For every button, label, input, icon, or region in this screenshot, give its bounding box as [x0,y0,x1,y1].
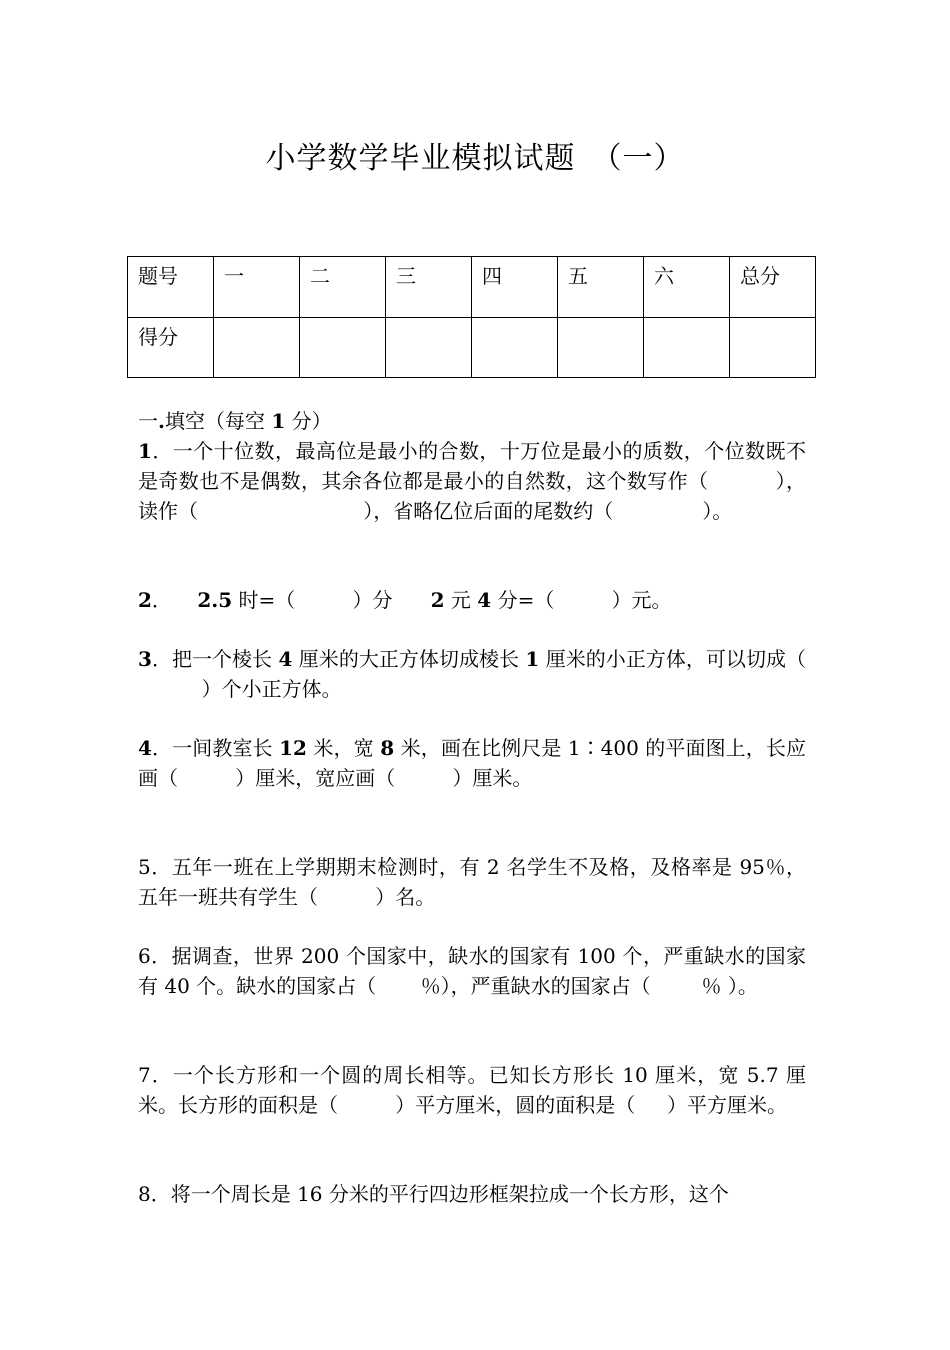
score-table-cell: 四 [472,257,558,318]
score-table-cell: 五 [558,257,644,318]
answer-blank[interactable] [554,588,611,612]
answer-blank[interactable] [138,677,202,701]
question-1: 1．一个十位数，最高位是最小的合数，十万位是最小的质数，个位数既不是奇数也不是偶数，其余各位都是最小的自然数，这个数写作（ ），读作（ ），省略亿位后面的尾数约（ ）。 [138,439,807,523]
answer-blank[interactable] [318,885,375,909]
score-table-cell: 六 [644,257,730,318]
score-input-cell[interactable] [300,317,386,378]
score-table-cell: 题号 [128,257,214,318]
question-4: 4．一间教室长 12 米，宽 8 米，画在比例尺是 1∶400 的平面图上，长应画（ ）厘米，宽应画（ ）厘米。 [138,736,806,790]
score-table-score-row [128,317,816,378]
answer-blank[interactable] [178,766,235,790]
score-input-cell[interactable] [730,317,816,378]
score-table [127,256,816,378]
question-5: 5．五年一班在上学期期末检测时，有 2 名学生不及格，及格率是 95％，五年一班共有学生（ ）名。 [138,855,806,909]
score-table-cell: 二 [300,257,386,318]
question-2: 2． 2.5 时=（ ）分 2 元 4 分=（ ）元。 [138,588,672,612]
score-input-cell[interactable] [386,317,472,378]
answer-blank[interactable] [198,499,363,523]
answer-blank[interactable] [613,499,702,523]
score-input-cell[interactable] [558,317,644,378]
score-table-cell: 得分 [128,317,214,378]
page-title: 小学数学毕业模拟试题 （一） [265,141,685,176]
score-table-cell: 总分 [730,257,816,318]
answer-blank[interactable] [295,588,352,612]
score-table-cell: 一 [214,257,300,318]
score-input-cell[interactable] [214,317,300,378]
question-7: 7．一个长方形和一个圆的周长相等。已知长方形长 10 厘米，宽 5.7 厘米。长方形的面积是（ ）平方厘米，圆的面积是（ ）平方厘米。 [138,1063,806,1117]
score-input-cell[interactable] [472,317,558,378]
answer-blank[interactable] [376,974,421,998]
question-3: 3．把一个棱长 4 厘米的大正方体切成棱长 1 厘米的小正方体，可以切成（ ）个小正方体。 [138,647,807,701]
answer-blank[interactable] [395,766,452,790]
section-heading: 一.填空（每空 1 分） [138,409,332,433]
answer-blank[interactable] [708,469,775,493]
score-input-cell[interactable] [644,317,730,378]
score-table-header-row [128,257,816,318]
question-6: 6．据调查，世界 200 个国家中，缺水的国家有 100 个，严重缺水的国家有 40 个。缺水的国家占（ ％），严重缺水的国家占（ ％ ）。 [138,944,806,998]
answer-blank[interactable] [651,974,702,998]
answer-blank[interactable] [338,1093,395,1117]
answer-blank[interactable] [635,1093,667,1117]
question-8: 8．将一个周长是 16 分米的平行四边形框架拉成一个长方形，这个 [138,1182,729,1206]
score-table-cell: 三 [386,257,472,318]
